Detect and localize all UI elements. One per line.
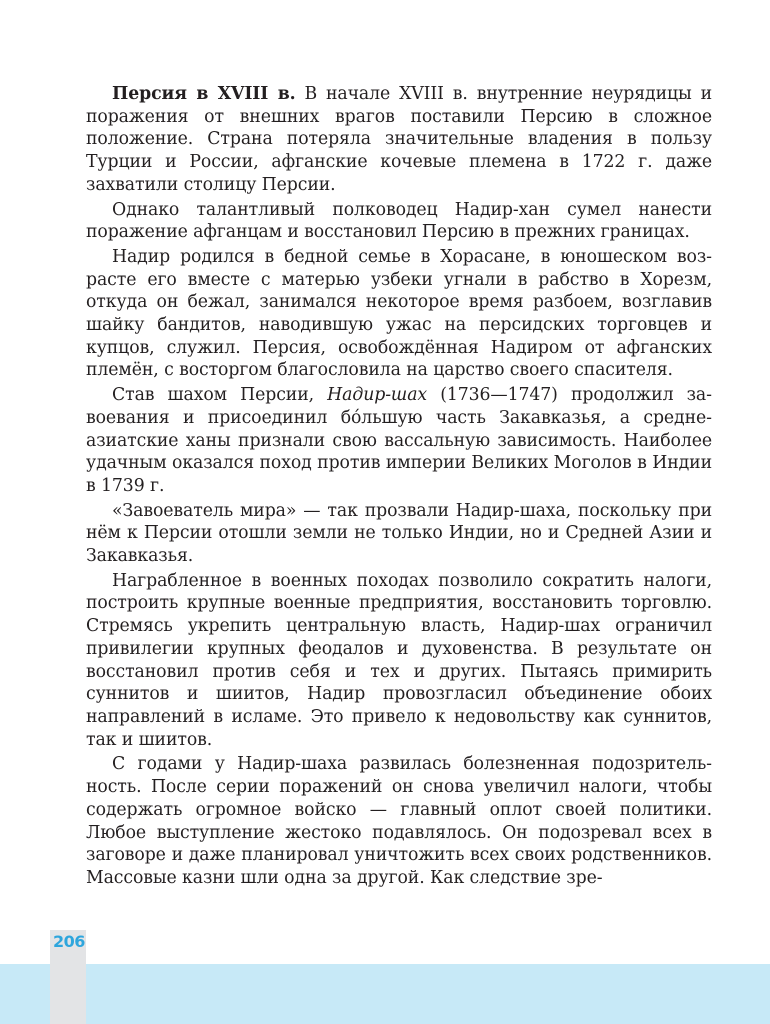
paragraph-conqueror: «Завоеватель мира» — так прозвали Надир-шаха, поскольку при нём к Персии отошли земли не только Индии, но и Средней Азии и Закавказья. bbox=[86, 500, 712, 567]
paragraph-reforms: Награбленное в военных походах позволило сократить налоги, построить крупные военные предприятия, восстановить торговлю. Стремясь укрепить центральную власть, Надир-шах ограничил привилегии крупных феодалов и духовенства. В результате он восстановил против себя и тех и других. Пытаясь примирить суннитов и шиитов, Надир провозгласил объединение обоих направлений в исламе. Это привело к недовольству как суннитов, так и шиитов. bbox=[86, 570, 712, 750]
paragraph-suspicion: С годами у Надир-шаха развилась болезненная подозрительность. После серии поражений он снова увеличил налоги, чтобы содержать огромное войско — главный оплот своей политики. Любое выступление жестоко подавлялось. Он подозревал всех в заговоре и даже планировал уничтожить всех своих родственников. Массовые казни шли одна за другой. Как следствие зре- bbox=[86, 754, 712, 888]
body-text bbox=[86, 83, 712, 890]
section-heading: Персия в XVIII в. bbox=[112, 84, 296, 104]
page-number: 206 bbox=[53, 932, 85, 951]
paragraph-nadir-khan: Однако талантливый полководец Надир-хан сумел нанести поражение афганцам и восстановил Персию в прежних границах. bbox=[86, 199, 712, 243]
paragraph-text: В начале XVIII в. внутренние неурядицы и поражения от внешних врагов поставили Персию в сложное положение. Страна потеряла значительные владения в пользу Турции и России, афганские кочевые племена в 1722 г. даже захватили столицу Персии. bbox=[86, 84, 713, 195]
paragraph-persia-intro bbox=[86, 83, 712, 197]
paragraph-nadir-origins: Надир родился в бедной семье в Хорасане, в юношеском возрасте его вместе с матерью узбеки угнали в рабство в Хорезм, откуда он бежал, занимался некоторое время разбоем, возглавив шайку бандитов, наводившую ужас на персидских торговцев и купцов, служил. Персия, освобождённая Надиром от афганских племён, с восторгом благословила на царство своего спасителя. bbox=[86, 246, 712, 381]
paragraph-nadir-shah bbox=[86, 384, 712, 498]
term-nadir-shah: Надир-шах bbox=[327, 385, 428, 406]
page-footer-band bbox=[0, 964, 770, 1024]
paragraph-text: Став шахом Персии, bbox=[112, 385, 328, 406]
paragraph-text: (1736—1747) продолжил завоевания и присоединил бóльшую часть Закавказья, а среднеазиатские ханы признали свою вассальную зависимость. Наиболее удачным оказался поход против империи Великих Моголов в Индии в 1739 г. bbox=[86, 385, 712, 496]
